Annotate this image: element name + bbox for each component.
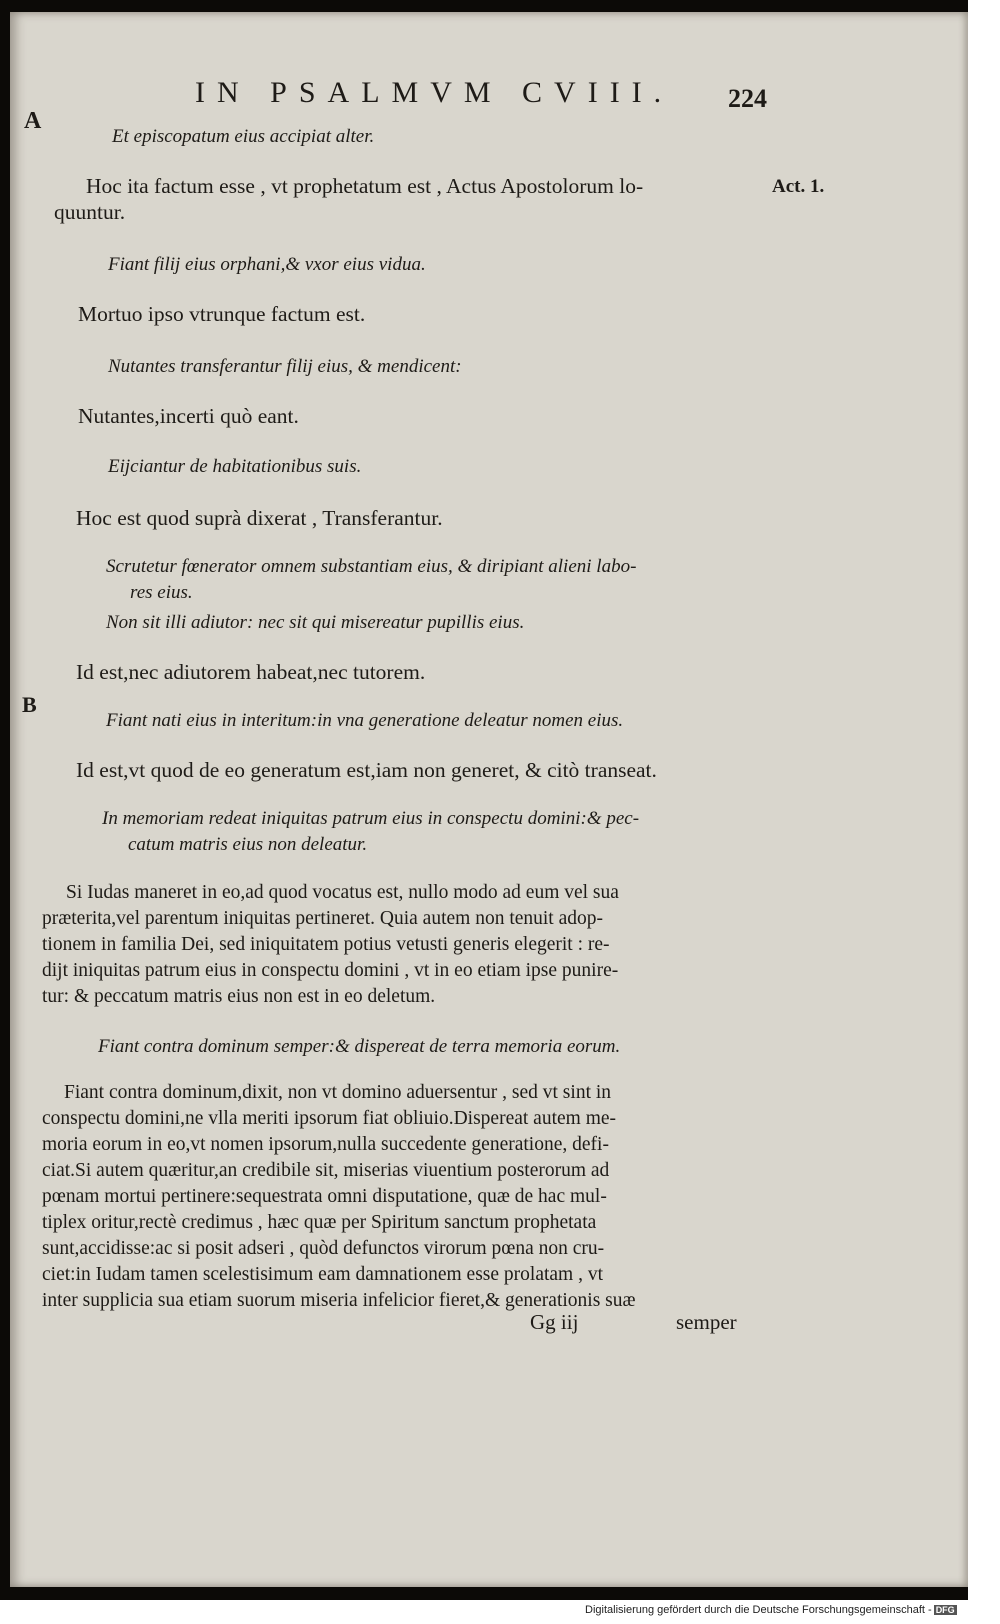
verse-line: Nutantes transferantur filij eius, & mendicent:	[108, 356, 462, 377]
verse-line: Et episcopatum eius accipiat alter.	[112, 126, 375, 147]
margin-reference: Act. 1.	[772, 176, 825, 197]
commentary-line: moria eorum in eo,vt nomen ipsorum,nulla succedente generatione, defi-	[42, 1134, 609, 1155]
commentary-line: conspectu domini,ne vlla meriti ipsorum fiat obliuio.Dispereat autem me-	[42, 1108, 617, 1129]
running-head: IN PSALMVM CVIII.	[195, 76, 674, 109]
digitization-credit	[585, 1604, 957, 1616]
book-page	[10, 12, 968, 1587]
commentary-line: quuntur.	[54, 200, 126, 224]
commentary-line: Id est,nec adiutorem habeat,nec tutorem.	[76, 660, 426, 684]
commentary-line: præterita,vel parentum iniquitas pertineret. Quia autem non tenuit adop-	[42, 908, 603, 929]
commentary-line: Id est,vt quod de eo generatum est,iam non generet, & citò transeat.	[76, 758, 657, 782]
commentary-line: ciat.Si autem quæritur,an credibile sit, miserias viuentium posterorum ad	[42, 1160, 610, 1181]
signature-mark: Gg iij	[530, 1310, 579, 1334]
dfg-logo: DFG	[935, 1605, 955, 1615]
margin-letter-a: A	[24, 108, 42, 134]
verse-line: Eijciantur de habitationibus suis.	[108, 456, 362, 477]
verse-line: Scrutetur fœnerator omnem substantiam eius, & diripiant alieni labo-	[106, 556, 637, 577]
commentary-line: inter supplicia sua etiam suorum miseria infelicior fieret,& generationis suæ	[42, 1290, 636, 1311]
commentary-line: Fiant contra dominum,dixit, non vt domino aduersentur , sed vt sint in	[64, 1082, 612, 1103]
commentary-line: Nutantes,incerti quò eant.	[78, 404, 299, 428]
verse-line: Fiant nati eius in interitum:in vna generatione deleatur nomen eius.	[106, 710, 624, 731]
catchword: semper	[676, 1310, 737, 1334]
commentary-line: Mortuo ipso vtrunque factum est.	[78, 302, 366, 326]
verse-line: res eius.	[130, 582, 193, 603]
credit-text: Digitalisierung gefördert durch die Deutsche Forschungsgemeinschaft -	[585, 1604, 932, 1616]
verse-line: catum matris eius non deleatur.	[128, 834, 368, 855]
commentary-line: dijt iniquitas patrum eius in conspectu domini , vt in eo etiam ipse punire-	[42, 960, 619, 981]
commentary-line: Si Iudas maneret in eo,ad quod vocatus est, nullo modo ad eum vel sua	[66, 882, 619, 903]
commentary-line: ciet:in Iudam tamen scelestisimum eam damnationem esse prolatam , vt	[42, 1264, 604, 1285]
commentary-line: tur: & peccatum matris eius non est in eo deletum.	[42, 986, 436, 1007]
commentary-line: tionem in familia Dei, sed iniquitatem potius vetusti generis elegerit : re-	[42, 934, 610, 955]
verse-line: Non sit illi adiutor: nec sit qui misereatur pupillis eius.	[106, 612, 525, 633]
verse-line: Fiant filij eius orphani,& vxor eius vidua.	[108, 254, 426, 275]
folio-number: 224	[728, 84, 767, 113]
verse-line: Fiant contra dominum semper:& dispereat de terra memoria eorum.	[98, 1036, 621, 1057]
commentary-line: pœnam mortui pertinere:sequestrata omni disputatione, quæ de hac mul-	[42, 1186, 607, 1207]
commentary-line: Hoc est quod suprà dixerat , Transferantur.	[76, 506, 443, 530]
verse-line: In memoriam redeat iniquitas patrum eius in conspectu domini:& pec-	[102, 808, 640, 829]
margin-letter-b: B	[22, 692, 37, 717]
commentary-line: sunt,accidisse:ac si posit adseri , quòd defunctos virorum pœna non cru-	[42, 1238, 605, 1259]
commentary-line: tiplex oritur,rectè credimus , hæc quæ per Spiritum sanctum prophetata	[42, 1212, 597, 1233]
commentary-line: Hoc ita factum esse , vt prophetatum est , Actus Apostolorum lo-	[86, 174, 644, 198]
